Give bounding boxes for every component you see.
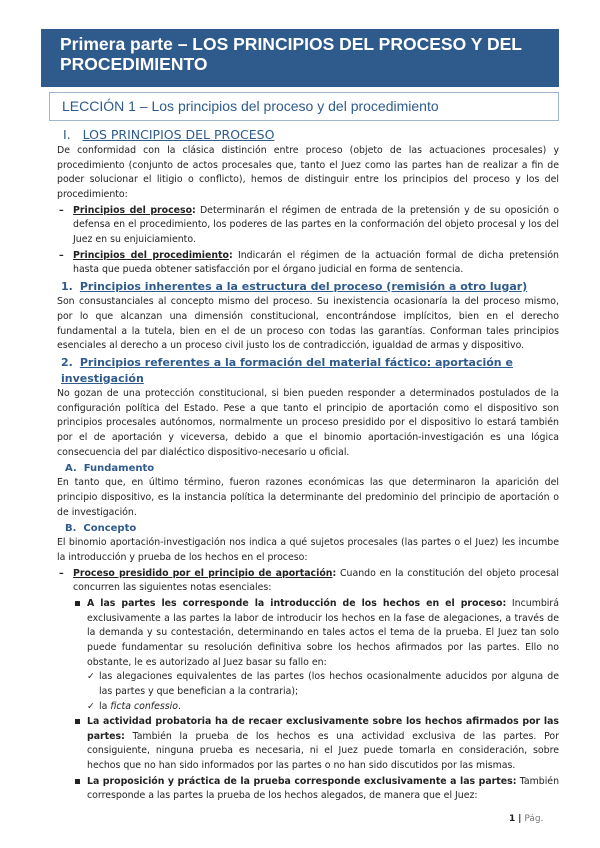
bullet-label: La proposición y práctica de la prueba corresponde exclusivamente a las partes (87, 775, 513, 787)
subheading-title: Concepto (83, 523, 137, 535)
check-icon: ✓ (87, 671, 95, 683)
dash-marker: – (59, 567, 64, 579)
subsection-heading-1 (57, 279, 559, 295)
bullet-label: Principios del proceso (73, 204, 193, 216)
check-text-end: . (177, 700, 181, 712)
square-bullet-3: La proposición y práctica de la prueba corresponde exclusivamente a las partes: También corresponde a las partes la prueba de los hechos alegados, de manera que el Juez: (57, 775, 559, 804)
square-marker (75, 779, 80, 784)
dash-marker: – (59, 204, 64, 216)
square-bullet-1: A las partes les corresponde la introducción de los hechos en el proceso: Incumbirá exclusivamente a las partes la labor de introducir los hechos en la fase de alegaciones, a través de la demanda y su contestación, determinando en tales actos el tema de la prueba. El Juez tan solo puede fundamentar su resolución definitiva sobre los hechos afirmados por las partes. Ello no obstante, le es autorizado al Juez basar su fallo en: (57, 597, 559, 670)
lesson-title: LECCIÓN 1 – Los principios del proceso y del procedimiento (62, 98, 439, 114)
dash-marker: – (59, 249, 64, 261)
check-text: las alegaciones equivalentes de las partes (los hechos ocasionalmente aducidos por alguna de las partes y que benefician a la contraria); (99, 671, 559, 697)
lesson-title-box (49, 92, 559, 121)
square-marker (75, 719, 80, 724)
bullet-text: Determinarán el régimen de entrada de la pretensión y de su oposición o defensa en el procedimiento, los poderes de las partes en la conformación del objeto procesal y los del Juez en su enjuiciamiento. (73, 204, 559, 245)
section-number: I. (63, 127, 71, 142)
bullet-label: Principios del procedimiento (73, 249, 229, 261)
bullet-text: Indicarán el régimen de la actuación formal de dicha pretensión hasta que pueda obtener satisfacción por el órgano judicial en forma de sentencia. (73, 249, 559, 276)
subheading-a (57, 461, 559, 476)
subsection-title: Principios inherentes a la estructura del proceso (remisión a otro lugar) (79, 279, 528, 293)
check-icon: ✓ (87, 700, 95, 712)
page-label: Pág. (524, 814, 544, 824)
subsection-number: 2. (61, 356, 73, 370)
fundamento-text: En tanto que, en último término, fueron razones económicas las que determinaron la aparición del principio dispositivo, es la instancia política la determinante del predominio del principio de aportación o de investigación. (57, 477, 559, 518)
check-item-2 (57, 700, 559, 715)
subsection-heading-2 (57, 355, 559, 386)
subsection-title: Principios referentes a la formación del material fáctico: aportación e investigación (61, 356, 513, 385)
page-footer (509, 814, 543, 824)
bullet-text: También la prueba de los hechos es una actividad exclusiva de las partes. Por consiguiente, ninguna prueba es necesaria, ni el Juez puede tomarla en consideración, sobre hechos que no han sido informados por las partes o no han sido discutidos por las mismas. (87, 730, 559, 772)
concepto-text: El binomio aportación-investigación nos indica a qué sujetos procesales (las partes o el Juez) les incumbe la introducción y prueba de los hechos en el proceso: (57, 537, 559, 563)
subheading-letter: A. (65, 463, 77, 475)
bullet-text: Incumbirá exclusivamente a las partes la labor de introducir los hechos en la fase de alegaciones, a través de la demanda y su contestación, determinando en tales actos el tema de la prueba. El Juez tan solo puede fundamentar su resolución definitiva sobre los hechos afirmados por las partes. Ello no obstante, le es autorizado al Juez basar su fallo en: (87, 597, 559, 668)
bullet-label: Proceso presidido por el principio de aportación (73, 567, 333, 579)
bullet-label: A las partes les corresponde la introducción de los hechos en el proceso (87, 597, 503, 609)
subsection-2-text: No gozan de una protección constitucional, si bien pueden responder a determinados postulados de la configuración política del Estado. Pese a que tanto el principio de aportación como el dispositivo son principios procesales autónomos, normalmente un proceso presidido por el dispositivo lo estará también por el de aportación y viceversa, debido a que el binomio aportación-investigación es una lógica consecuencia del par dialéctico dispositivo-necesario u oficial. (57, 388, 559, 458)
square-marker (75, 601, 80, 606)
bullet-proceso: – Principios del proceso: Determinarán el régimen de entrada de la pretensión y de su oposición o defensa en el procedimiento, los poderes de las partes en la conformación del objeto procesal y los del Juez en su enjuiciamiento. (59, 204, 559, 245)
bullet-label: La actividad probatoria ha de recaer exclusivamente sobre los hechos afirmados por las partes (87, 716, 559, 742)
check-emphasis: ficta confessio (110, 700, 178, 712)
check-text: la (99, 700, 111, 712)
bullet-text: También corresponde a las partes la prueba de los hechos alegados, de manera que el Juez: (87, 775, 560, 802)
footer-separator: | (518, 814, 522, 824)
page-number: 1 (509, 814, 516, 824)
part-title: Primera parte – LOS PRINCIPIOS DEL PROCESO Y DEL PROCEDIMIENTO (60, 34, 522, 74)
bullet-aportacion: – Proceso presidido por el principio de aportación: Cuando en la constitución del objeto procesal concurren las siguientes notas esenciales: (59, 567, 559, 594)
bullet-procedimiento: – Principios del procedimiento: Indicarán el régimen de la actuación formal de dicha pretensión hasta que pueda obtener satisfacción por el órgano judicial en forma de sentencia. (59, 249, 559, 276)
subheading-b (57, 521, 559, 536)
subheading-letter: B. (65, 523, 77, 535)
section-title: LOS PRINCIPIOS DEL PROCESO (82, 127, 275, 142)
subsection-1-text: Son consustanciales al concepto mismo del proceso. Su inexistencia ocasionaría la del proceso mismo, por lo que alcanzan una dimensión constitucional, encontrándose implícitos, bien en el derecho fundamental a la tutela, bien en el de un proceso con todas las garantías. Conforman tales principios esenciales al derecho a un proceso civil justo los de contradicción, igualdad de armas y dispositivo. (57, 296, 559, 352)
bullet-text: Cuando en la constitución del objeto procesal concurren las siguientes notas esenciales: (73, 567, 559, 594)
check-item-1 (57, 670, 559, 699)
part-title-banner (41, 29, 559, 87)
subheading-title: Fundamento (83, 463, 155, 475)
subsection-number: 1. (61, 279, 73, 293)
section-heading (57, 126, 559, 144)
section-intro: De conformidad con la clásica distinción entre proceso (objeto de las actuaciones procesales) y procedimiento (conjunto de actos procesales que, tanto el Juez como las partes han de realizar a fin de poder solucionar el litigio o conflicto), hemos de distinguir entre los principios del proceso y los del procedimiento: (57, 145, 559, 200)
document-body (57, 126, 559, 804)
square-bullet-2: La actividad probatoria ha de recaer exclusivamente sobre los hechos afirmados por las partes: También la prueba de los hechos es una actividad exclusiva de las partes. Por consiguiente, ninguna prueba es necesaria, ni el Juez puede tomarla en consideración, sobre hechos que no han sido informados por las partes o no han sido discutidos por las mismas. (57, 715, 559, 774)
